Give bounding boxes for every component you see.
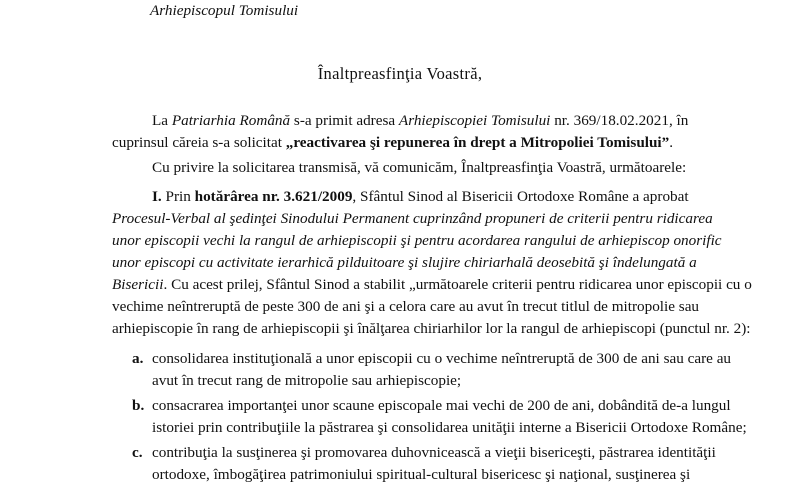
para2: Cu privire la solicitarea transmisă, vă comunicăm, Înaltpreasfinţia Voastră, următoarele:: [152, 159, 687, 176]
section1-line7: arhiepiscopie în rang de arhiepiscopii şi înălţarea chiriarhilor lor la rangul de arhiepiscopi (punctul nr. 2):: [112, 320, 751, 337]
section1-line4: unor episcopi cu activitate ierarhică pilduitoare şi slujire chiriarhală deosebită şi îndelungată a: [112, 254, 697, 271]
item-a-label: a.: [132, 350, 144, 367]
item-b-line1: consacrarea importanţei unor scaune episcopale mai vechi de 200 de ani, dobândită de-a lungul: [152, 397, 731, 414]
item-b-label: b.: [132, 397, 145, 414]
item-b-line2: istoriei prin contribuţiile la păstrarea şi consolidarea unităţii interne a Bisericii Ortodoxe Române;: [152, 419, 747, 436]
section1-line5: Bisericii. Cu acest prilej, Sfântul Sinod a stabilit „următoarele criterii pentru ridicarea unor episcopii cu o: [112, 276, 752, 293]
para1-line2: cuprinsul căreia s-a solicitat „reactivarea şi repunerea în drept a Mitropoliei Tomisului”.: [112, 134, 674, 151]
section1-line1: I. Prin hotărârea nr. 3.621/2009, Sfântul Sinod al Bisericii Ortodoxe Române a aprobat: [152, 188, 689, 205]
section1-line3: unor episcopii vechi la rangul de arhiepiscopii şi pentru acordarea rangului de arhiepiscop onorific: [112, 232, 722, 249]
request-title: „reactivarea şi repunerea în drept a Mitropoliei Tomisului”: [285, 134, 670, 151]
item-c-line1: contribuţia la susţinerea şi promovarea duhovnicească a vieţii bisericeşti, păstrarea identităţii: [152, 444, 716, 461]
item-a-line2: avut în trecut rang de mitropolie sau arhiepiscopie;: [152, 372, 462, 389]
section1-line6: vechime neîntreruptă de peste 300 de ani şi a celora care au avut în trecut titlul de mitropolie sau: [112, 298, 700, 315]
section1-line2: Procesul-Verbal al şedinţei Sinodului Permanent cuprinzând propuneri de criterii pentru ridicarea: [112, 210, 713, 227]
item-c-label: c.: [132, 444, 143, 461]
para1-line1: La Patriarhia Română s-a primit adresa Arhiepiscopiei Tomisului nr. 369/18.02.2021, în: [152, 112, 689, 129]
arhiepiscopia-name: Arhiepiscopiei Tomisului: [398, 112, 551, 129]
salutation: Înaltpreasfinţia Voastră,: [317, 64, 483, 83]
addressee: Arhiepiscopul Tomisului: [150, 2, 299, 19]
item-a-line1: consolidarea instituţională a unor episcopii cu o vechime neîntreruptă de 300 de ani sau care au: [152, 350, 732, 367]
item-c-line2: ortodoxe, îmbogăţirea patrimoniului spiritual-cultural bisericesc şi naţional, susţinerea şi: [152, 466, 691, 483]
decision-ref: hotărârea nr. 3.621/2009: [194, 188, 353, 205]
section-number: I.: [152, 188, 162, 205]
patriarhia-name: Patriarhia Română: [171, 112, 291, 129]
